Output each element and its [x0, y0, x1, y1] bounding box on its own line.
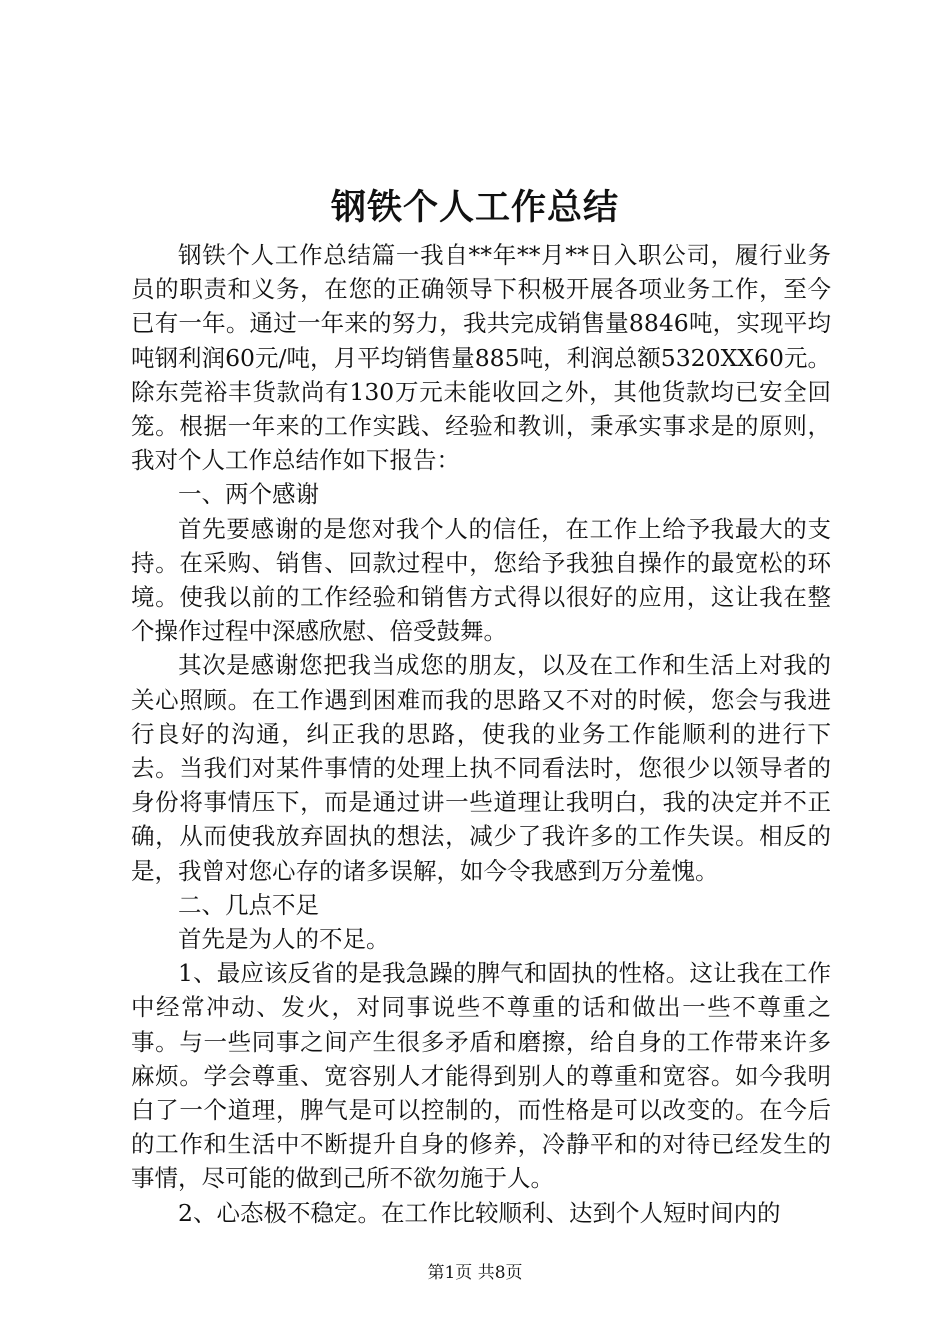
section-heading-shortcomings: 二、几点不足: [178, 890, 319, 919]
paragraph-thanks-second: 其次是感谢您把我当成您的朋友，以及在工作和生活上对我的关心照顾。在工作遇到困难而我的思路又不对的时候，您会与我进行良好的沟通，纠正我的思路，使我的业务工作能顺利的进行下去。当我们对某件事情的处理上执不同看法时，您很少以领导者的身份将事情压下，而是通过讲一些道理让我明白，我的决定并不正确，从而使我放弃固执的想法，减少了我许多的工作失误。相反的是，我曾对您心存的诸多误解，如今令我感到万分羞愧。: [131, 651, 831, 885]
paragraph-shortcomings-intro: 首先是为人的不足。: [178, 925, 390, 954]
document-title: 钢铁个人工作总结: [330, 187, 619, 228]
section-heading-thanks: 一、两个感谢: [178, 480, 319, 509]
document-body: [131, 238, 831, 1230]
paragraph-thanks-first: 首先要感谢的是您对我个人的信任，在工作上给予我最大的支持。在采购、销售、回款过程中，您给予我独自操作的最宽松的环境。使我以前的工作经验和销售方式得以很好的应用，这让我在整个操作过程中深感欣慰、倍受鼓舞。: [131, 514, 831, 646]
paragraph-intro: 钢铁个人工作总结篇一我自**年**月**日入职公司，履行业务员的职责和义务，在您的正确领导下积极开展各项业务工作，至今已有一年。通过一年来的努力，我共完成销售量8846吨，实现平均吨钢利润60元/吨，月平均销售量885吨，利润总额5320XX60元。除东莞裕丰货款尚有130万元未能收回之外，其他货款均已安全回笼。根据一年来的工作实践、经验和教训，秉承实事求是的原则，我对个人工作总结作如下报告：: [131, 241, 831, 475]
paragraph-shortcoming-mindset: 2、心态极不稳定。在工作比较顺利、达到个人短时间内的: [178, 1198, 781, 1227]
paragraph-shortcoming-temper: 1、最应该反省的是我急躁的脾气和固执的性格。这让我在工作中经常冲动、发火，对同事说些不尊重的话和做出一些不尊重之事。与一些同事之间产生很多矛盾和磨擦，给自身的工作带来许多麻烦。学会尊重、宽容别人才能得到别人的尊重和宽容。如今我明白了一个道理，脾气是可以控制的，而性格是可以改变的。在今后的工作和生活中不断提升自身的修养，冷静平和的对待已经发生的事情，尽可能的做到己所不欲勿施于人。: [131, 959, 831, 1193]
page-number-footer: 第1页 共8页: [427, 1263, 523, 1283]
